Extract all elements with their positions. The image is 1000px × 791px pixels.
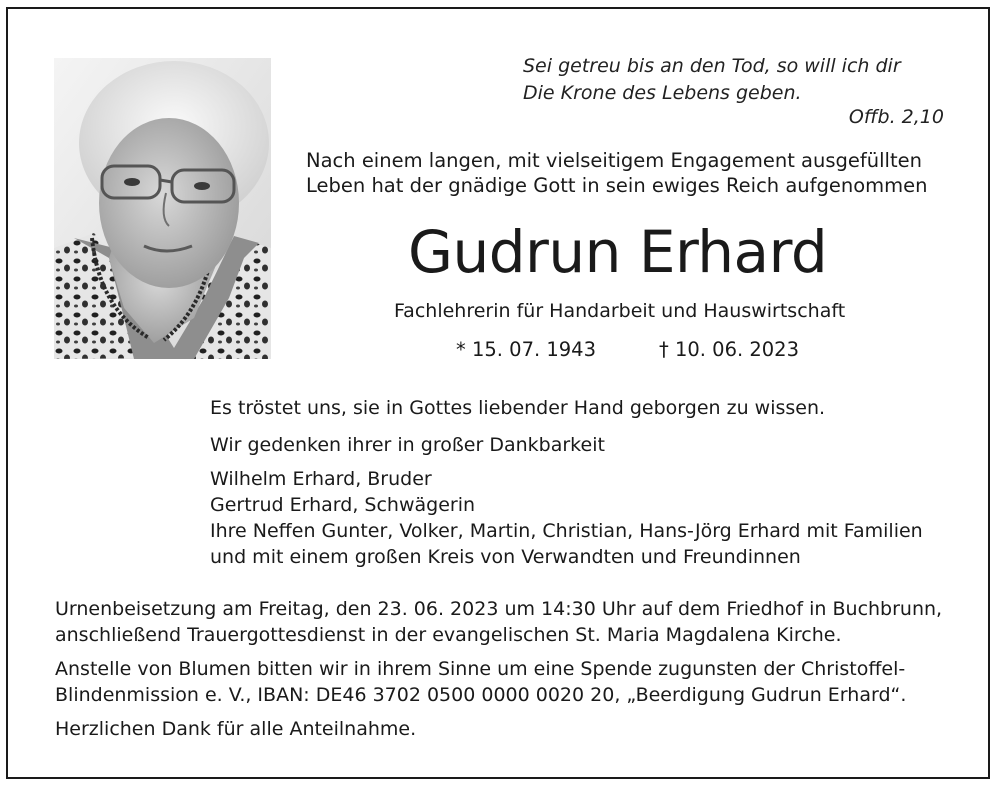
deceased-name: Gudrun Erhard — [408, 218, 828, 286]
birth-date: * 15. 07. 1943 — [456, 338, 596, 361]
intro-line-1: Nach einem langen, mit vielseitigem Engagement ausgefüllten — [306, 149, 922, 172]
death-date: † 10. 06. 2023 — [659, 338, 799, 361]
family-member: und mit einem großen Kreis von Verwandten und Freundinnen — [210, 546, 801, 568]
profession: Fachlehrerin für Handarbeit und Hauswirtschaft — [394, 300, 846, 322]
portrait-photo — [54, 58, 271, 359]
family-list — [210, 466, 923, 570]
intro-line-2: Leben hat der gnädige Gott in sein ewiges Reich aufgenommen — [306, 174, 928, 197]
family-member: Wilhelm Erhard, Bruder — [210, 468, 432, 490]
burial-line-1: Urnenbeisetzung am Freitag, den 23. 06. 2023 um 14:30 Uhr auf dem Friedhof in Buchbrunn, — [55, 598, 943, 620]
family-member: Ihre Neffen Gunter, Volker, Martin, Christian, Hans-Jörg Erhard mit Familien — [210, 520, 923, 542]
verse-reference: Offb. 2,10 — [848, 106, 944, 128]
donation-line-2: Blindenmission e. V., IBAN: DE46 3702 0500 0000 0020 20, „Beerdigung Gudrun Erhard“. — [55, 684, 907, 706]
family-member: Gertrud Erhard, Schwägerin — [210, 494, 476, 516]
remembrance-text: Wir gedenken ihrer in großer Dankbarkeit — [210, 434, 605, 456]
donation-line-1: Anstelle von Blumen bitten wir in ihrem Sinne um eine Spende zugunsten der Christoffel- — [55, 658, 906, 680]
verse-line-2: Die Krone des Lebens geben. — [523, 82, 802, 104]
thanks-text: Herzlichen Dank für alle Anteilnahme. — [55, 718, 417, 740]
comfort-text: Es tröstet uns, sie in Gottes liebender Hand geborgen zu wissen. — [210, 397, 826, 419]
burial-line-2: anschließend Trauergottesdienst in der evangelischen St. Maria Magdalena Kirche. — [55, 624, 842, 646]
verse-line-1: Sei getreu bis an den Tod, so will ich dir — [523, 55, 901, 77]
